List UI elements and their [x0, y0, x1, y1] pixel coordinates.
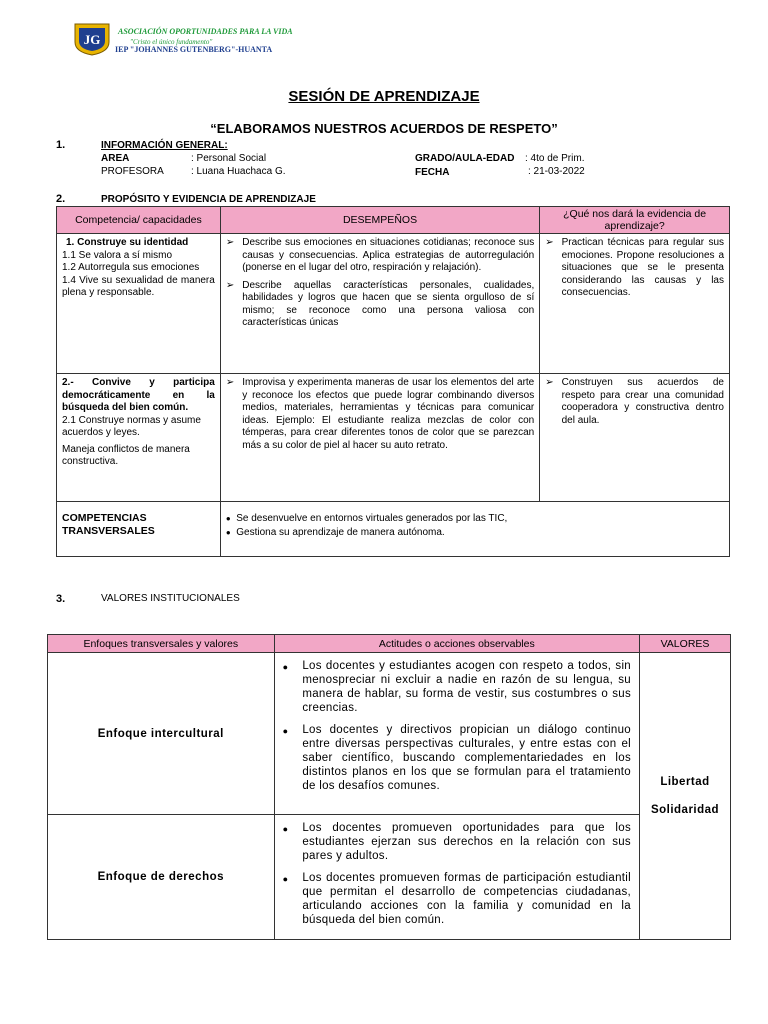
competencia-title-2: 2.- Convive y participa democráticamente en la búsqueda del bien común. — [62, 377, 215, 413]
actitud-text: Los docentes y directivos propician un diálogo continuo entre diversas perspectivas culturales, y entre estas con el saber científico, buscando complementariedades en los distintos planos en los que se formulan para el tratamiento de los desafíos comunes. — [302, 724, 631, 792]
competencia-cell-1 — [57, 234, 221, 374]
grado-value: : 4to de Prim. — [525, 153, 585, 164]
actitud-text: Los docentes promueven formas de participación estudiantil que permitan el desarrollo de competencias ciudadanas, articulando acciones con la familia y comunidad en la búsqueda del bien común. — [302, 872, 631, 926]
transversales-cell — [220, 502, 729, 557]
desempeno-text: Improvisa y experimenta maneras de usar los elementos del arte y reconoce los efectos que puede lograr combinando diversos medios, materiales, herramientas y técnicas para comunicar ideas. Ejemplo: El estudiante realiza mezclas de color con témperas, para crear diferentes tonos de color que se parezcan más a su color de piel al hacer su auto retrato. — [242, 377, 535, 451]
enfoque-intercultural: Enfoque intercultural — [48, 653, 275, 815]
transversales-label: COMPETENCIAS TRANSVERSALES — [57, 502, 221, 557]
capacidad-1-4: 1.4 Vive su sexualidad de manera plena y responsable. — [62, 274, 215, 298]
dot-bullet-icon: ● — [282, 824, 289, 834]
section1-number: 1. — [56, 139, 66, 151]
arrow-bullet-icon: ➢ — [545, 377, 554, 388]
desempenos-cell-2 — [220, 374, 539, 502]
dot-bullet-icon: ● — [225, 514, 231, 523]
capacidad-2-2: Maneja conflictos de manera constructiva. — [62, 443, 190, 467]
school-motto: "Cristo el único fundamento" — [130, 38, 213, 46]
col-header-actitudes: Actitudes o acciones observables — [274, 635, 639, 653]
section2-heading: PROPÓSITO Y EVIDENCIA DE APRENDIZAJE — [101, 194, 316, 205]
transversal-text: Gestiona su aprendizaje de manera autónoma. — [236, 527, 445, 538]
capacidad-1-1: 1.1 Se valora a sí mismo — [62, 249, 173, 261]
section3-heading: VALORES INSTITUCIONALES — [101, 593, 240, 604]
grado-label: GRADO/AULA-EDAD — [415, 153, 515, 164]
capacidad-2-1: 2.1 Construye normas y asume acuerdos y leyes. — [62, 414, 201, 438]
actitudes-cell-2 — [274, 815, 639, 940]
desempeno-text: Describe sus emociones en situaciones cotidianas; reconoce sus causas y consecuencias. Aplica estrategias de autorregulación (ponerse en el lugar del otro, respiración y relajación). — [242, 237, 535, 273]
transversal-item-2 — [226, 526, 724, 540]
evidencia-cell-2 — [540, 374, 730, 502]
section3-number: 3. — [56, 593, 66, 605]
association-name: ASOCIACIÓN OPORTUNIDADES PARA LA VIDA — [118, 27, 293, 36]
col-header-evidencia: ¿Qué nos dará la evidencia de aprendizaje? — [540, 207, 730, 234]
evidencia-cell-1 — [540, 234, 730, 374]
evidencia-text: Practican técnicas para regular sus emociones. Propone resoluciones a situaciones que se le presenta considerando las causas y las consecuencias. — [561, 237, 724, 298]
page-title: SESIÓN DE APRENDIZAJE — [288, 88, 480, 105]
desempeno-text: Describe aquellas características personales, cualidades, habilidades y logros que hacen que se sienta orgulloso de sí mismo; se reconoce como una persona valiosa con características únicas — [242, 279, 535, 328]
area-label: AREA — [101, 153, 130, 164]
section1-heading: INFORMACIÓN GENERAL: — [101, 140, 228, 151]
arrow-bullet-icon: ➢ — [225, 279, 235, 291]
actitudes-cell-1 — [274, 653, 639, 815]
school-logo — [73, 22, 111, 56]
dot-bullet-icon: ● — [282, 662, 289, 672]
evidencia-text: Construyen sus acuerdos de respeto para crear una comunidad cooperadora y constructiva dentro del aula. — [561, 377, 724, 426]
arrow-bullet-icon: ➢ — [225, 377, 235, 388]
col-header-desempenos: DESEMPEÑOS — [220, 207, 539, 234]
col-header-valores: VALORES — [640, 635, 731, 653]
logo-text: JG — [83, 32, 101, 47]
transversal-text: Se desenvuelve en entornos virtuales generados por las TIC, — [236, 513, 508, 524]
capacidad-1-2: 1.2 Autorregula sus emociones — [62, 262, 200, 273]
arrow-bullet-icon: ➢ — [545, 237, 554, 248]
session-subtitle: “ELABORAMOS NUESTROS ACUERDOS DE RESPETO” — [210, 121, 558, 136]
enfoque-derechos: Enfoque de derechos — [48, 815, 275, 940]
desempenos-cell-1 — [220, 234, 539, 374]
fecha-label: FECHA — [415, 167, 450, 178]
competencia-title-1: 1. Construye su identidad — [66, 237, 189, 248]
col-header-enfoques: Enfoques transversales y valores — [48, 635, 275, 653]
valor-libertad: Libertad — [660, 776, 710, 788]
dot-bullet-icon: ● — [282, 726, 289, 736]
area-value: : Personal Social — [191, 153, 267, 164]
competencia-cell-2 — [57, 374, 221, 502]
actitud-text: Los docentes promueven oportunidades para que los estudiantes ejerzan sus derechos en la relación con sus pares y adultos. — [302, 822, 631, 862]
valores-cell — [640, 653, 731, 940]
actitud-text: Los docentes y estudiantes acogen con respeto a todos, sin menospreciar ni excluir a nadie en razón de su lengua, su manera de hablar, su forma de vestir, sus costumbres o sus creencias. — [302, 660, 631, 714]
dot-bullet-icon: ● — [282, 874, 289, 884]
school-name: IEP "JOHANNES GUTENBERG"-HUANTA — [115, 45, 273, 54]
section2-number: 2. — [56, 193, 66, 205]
learning-purpose-table — [56, 206, 730, 557]
dot-bullet-icon: ● — [225, 528, 231, 537]
col-header-competencia: Competencia/ capacidades — [57, 207, 221, 234]
arrow-bullet-icon: ➢ — [225, 237, 235, 248]
values-table — [47, 634, 731, 940]
profesora-label: PROFESORA — [101, 166, 164, 177]
profesora-value: : Luana Huachaca G. — [191, 166, 286, 177]
valor-solidaridad: Solidaridad — [650, 804, 720, 816]
fecha-value: : 21-03-2022 — [528, 166, 585, 177]
transversal-item-1 — [226, 512, 724, 526]
